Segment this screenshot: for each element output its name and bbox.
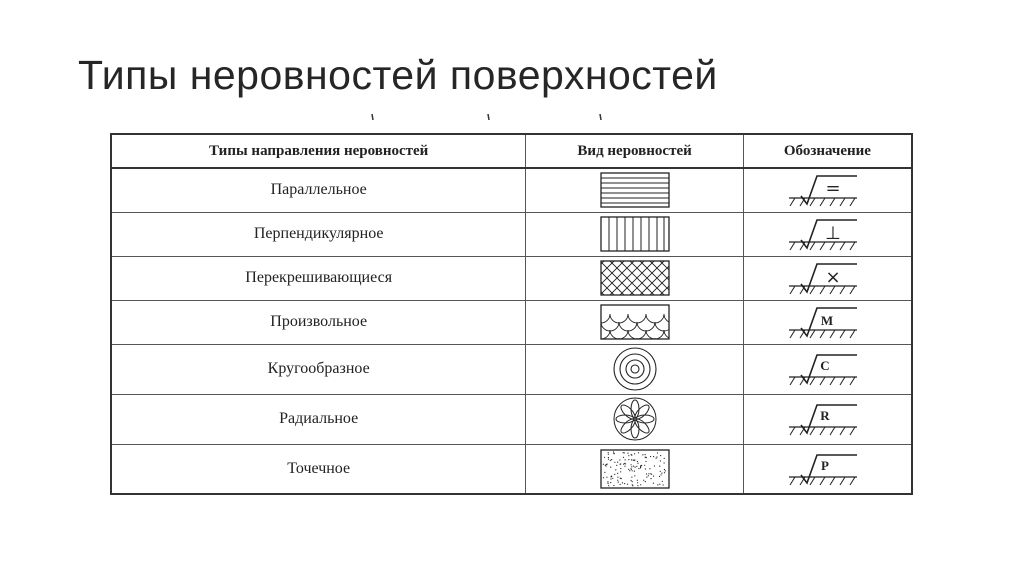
symbol-mark: C — [820, 358, 831, 373]
roughness-symbol-icon — [787, 304, 867, 340]
symbol-cell — [743, 300, 912, 344]
roughness-symbol-icon — [787, 351, 867, 387]
crop-marks — [0, 0, 1024, 140]
table-row — [111, 300, 912, 344]
table-header-row — [111, 134, 912, 168]
radial-petals-pattern-icon — [612, 396, 658, 442]
slide-title: Типы неровностей поверхностей — [78, 52, 718, 98]
header-type: Типы направления неровностей — [111, 134, 526, 168]
symbol-mark: M — [821, 313, 834, 328]
type-cell: Произвольное — [111, 300, 526, 344]
perpendicular-lines-pattern-icon — [600, 216, 670, 252]
symbol-mark: R — [820, 408, 831, 423]
pattern-cell — [526, 394, 743, 444]
roughness-symbol-icon — [787, 172, 867, 208]
symbol-mark: × — [825, 267, 841, 288]
type-cell: Кругообразное — [111, 344, 526, 394]
symbol-cell — [743, 444, 912, 494]
symbol-mark: P — [821, 457, 830, 473]
pattern-cell — [526, 300, 743, 344]
symbol-cell — [743, 394, 912, 444]
pattern-cell — [526, 168, 743, 212]
roughness-symbol-icon — [787, 401, 867, 437]
table-row — [111, 212, 912, 256]
type-cell: Перекрешивающиеся — [111, 256, 526, 300]
parallel-lines-pattern-icon — [600, 172, 670, 208]
roughness-symbol-icon — [787, 451, 867, 487]
table-row — [111, 256, 912, 300]
symbol-cell — [743, 212, 912, 256]
table-row — [111, 344, 912, 394]
dots-pattern-icon — [600, 449, 670, 489]
symbol-cell — [743, 168, 912, 212]
crossing-lines-pattern-icon — [600, 260, 670, 296]
table-row — [111, 168, 912, 212]
scales-pattern-icon — [600, 304, 670, 340]
roughness-table — [110, 133, 913, 495]
symbol-mark: ⊥ — [825, 223, 842, 244]
pattern-cell — [526, 344, 743, 394]
type-cell: Точечное — [111, 444, 526, 494]
type-cell: Радиальное — [111, 394, 526, 444]
header-symbol: Обозначение — [743, 134, 912, 168]
pattern-cell — [526, 444, 743, 494]
table-row — [111, 394, 912, 444]
symbol-cell — [743, 344, 912, 394]
type-cell: Перпендикулярное — [111, 212, 526, 256]
table-row — [111, 444, 912, 494]
roughness-symbol-icon — [787, 216, 867, 252]
header-view: Вид неровностей — [526, 134, 743, 168]
pattern-cell — [526, 212, 743, 256]
pattern-cell — [526, 256, 743, 300]
concentric-circles-pattern-icon — [612, 346, 658, 392]
symbol-mark: = — [825, 178, 841, 200]
roughness-symbol-icon — [787, 260, 867, 296]
type-cell: Параллельное — [111, 168, 526, 212]
symbol-cell — [743, 256, 912, 300]
